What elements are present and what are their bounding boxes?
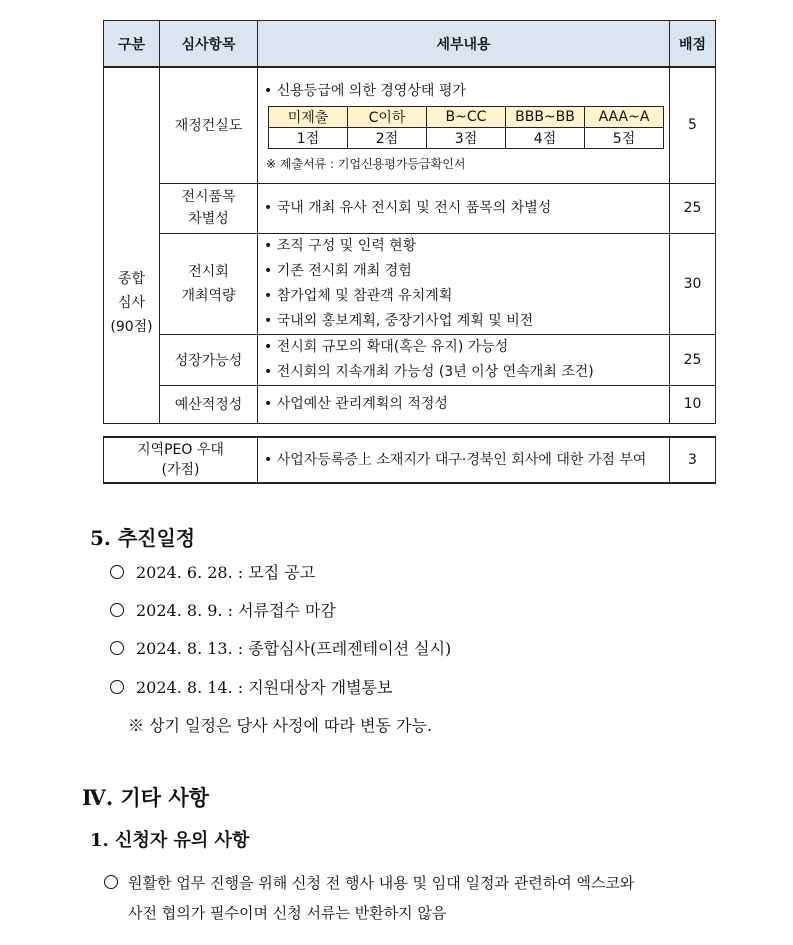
list-item: 2024. 8. 9. : 서류접수 마감	[110, 598, 336, 621]
category-cell: 종합 심사 (90점)	[104, 183, 160, 423]
table-row	[104, 437, 716, 483]
table-row	[104, 334, 716, 385]
credit-grade-table: 미제출 C이하 B~CC BBB~BB AAA~A 1점 2점 3점 4점 5점	[268, 106, 664, 149]
notice-paragraph-line1: 원활한 업무 진행을 위해 신청 전 행사 내용 및 임대 일정과 관련하여 엑스코와	[104, 872, 634, 893]
item-cell: 예산적정성	[160, 385, 258, 423]
category-cell-blank	[104, 67, 160, 183]
table-header-row	[104, 21, 716, 68]
item-cell: 성장가능성	[160, 334, 258, 385]
score-cell: 5	[670, 67, 716, 183]
bonus-label-cell: 지역PEO 우대 (가점)	[104, 437, 258, 483]
circle-bullet-icon	[110, 641, 124, 655]
circle-bullet-icon	[110, 603, 124, 617]
item-cell: 전시회 개최역량	[160, 233, 258, 334]
circle-bullet-icon	[110, 680, 124, 694]
table-row	[104, 385, 716, 423]
circle-bullet-icon	[110, 565, 124, 579]
header-score: 배점	[670, 21, 716, 68]
header-item: 심사항목	[160, 21, 258, 68]
section-title-other: Ⅳ. 기타 사항	[82, 785, 209, 810]
details-cell: • 신용등급에 의한 경영상태 평가 미제출 C이하 B~CC BBB~BB AAA~A 1점 2점 3점 4점 5점 ※ 제출서류 : 기업신용평가등급확인서	[258, 67, 670, 183]
score-cell: 10	[670, 385, 716, 423]
score-cell: 25	[670, 183, 716, 233]
subsection-title-notice: 1. 신청자 유의 사항	[90, 830, 250, 851]
header-category: 구분	[104, 21, 160, 68]
bonus-points-table	[103, 436, 716, 484]
schedule-note: ※ 상기 일정은 당사 사정에 따라 변동 가능.	[128, 716, 432, 735]
list-item: 2024. 6. 28. : 모집 공고	[110, 560, 315, 583]
item-cell: 전시품목 차별성	[160, 183, 258, 233]
item-cell: 재정건실도	[160, 67, 258, 183]
evaluation-table	[103, 20, 716, 424]
list-item: 2024. 8. 13. : 종합심사(프레젠테이션 실시)	[110, 636, 451, 659]
bonus-score-cell: 3	[670, 437, 716, 483]
document-note: ※ 제출서류 : 기업신용평가등급확인서	[266, 156, 466, 171]
table-row	[104, 183, 716, 233]
details-cell: • 국내 개최 유사 전시회 및 전시 품목의 차별성	[258, 183, 670, 233]
details-cell: • 사업예산 관리계획의 적정성	[258, 385, 670, 423]
details-cell: • 전시회 규모의 확대(혹은 유지) 가능성 • 전시회의 지속개최 가능성 (3년 이상 연속개최 조건)	[258, 334, 670, 385]
details-cell: • 조직 구성 및 인력 현황 • 기존 전시회 개최 경험 • 참가업체 및 참관객 유치계획 • 국내외 홍보계획, 중장기사업 계획 및 비전	[258, 233, 670, 334]
list-item: 2024. 8. 14. : 지원대상자 개별통보	[110, 675, 392, 698]
bonus-detail-cell: • 사업자등록증上 소재지가 대구·경북인 회사에 대한 가점 부여	[258, 437, 670, 483]
notice-paragraph-line2: 사전 협의가 필수이며 신청 서류는 반환하지 않음	[128, 904, 447, 922]
score-cell: 25	[670, 334, 716, 385]
section-title-schedule: 5. 추진일정	[90, 526, 196, 550]
header-details: 세부내용	[258, 21, 670, 68]
table-row	[104, 67, 716, 183]
circle-bullet-icon	[104, 875, 118, 889]
table-row	[104, 233, 716, 334]
score-cell: 30	[670, 233, 716, 334]
